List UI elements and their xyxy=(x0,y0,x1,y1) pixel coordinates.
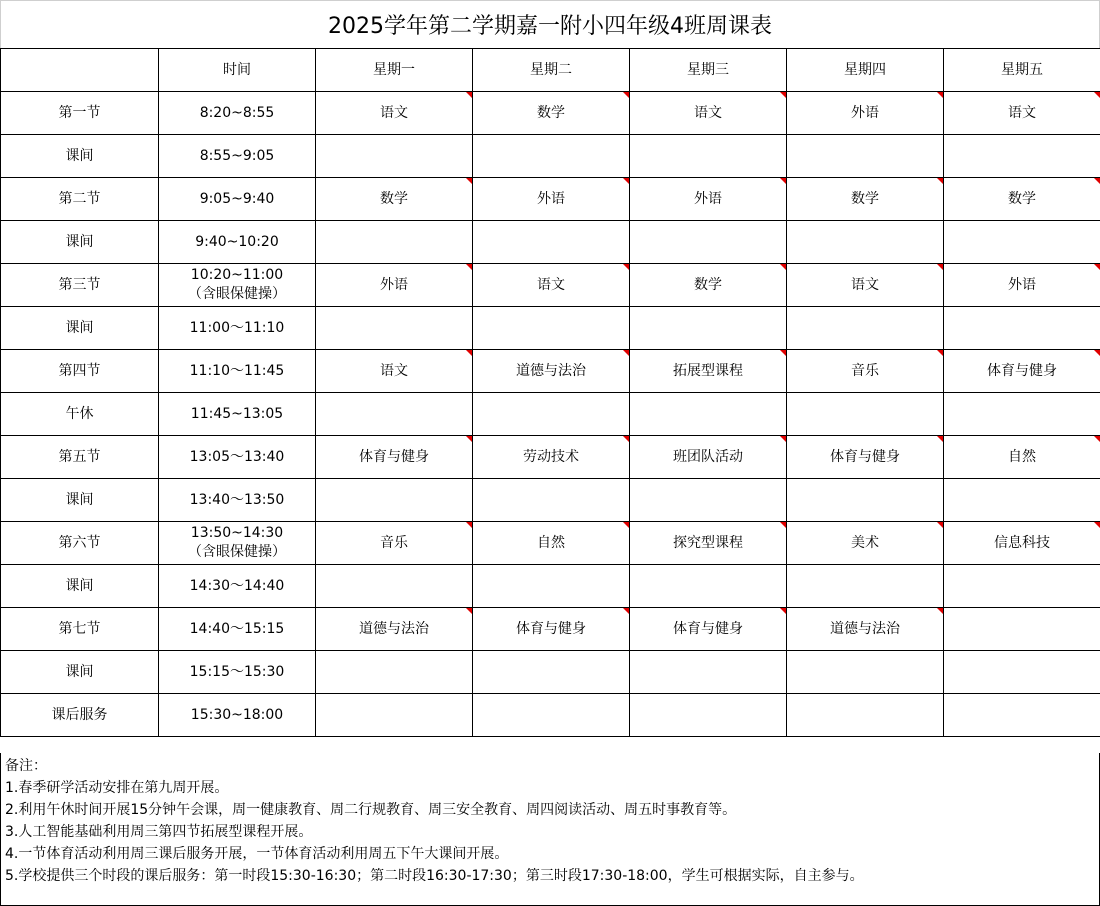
period-time-line: （含眼保健操） xyxy=(188,286,286,302)
subject-cell[interactable] xyxy=(473,479,630,522)
period-label: 第二节 xyxy=(1,178,159,221)
period-label: 第六节 xyxy=(1,522,159,565)
period-label: 课间 xyxy=(1,479,159,522)
day-header: 星期四 xyxy=(787,49,944,92)
subject-cell[interactable] xyxy=(473,221,630,264)
note-line: 1.春季研学活动安排在第九周开展。 xyxy=(5,780,229,796)
subject-cell[interactable] xyxy=(473,694,630,737)
subject-cell[interactable] xyxy=(316,651,473,694)
subject-cell[interactable] xyxy=(630,393,787,436)
subject-cell[interactable]: 体育与健身 xyxy=(630,608,787,651)
period-label: 课间 xyxy=(1,565,159,608)
subject-cell[interactable]: 探究型课程 xyxy=(630,522,787,565)
note-line: 2.利用午休时间开展15分钟午会课，周一健康教育、周二行规教育、周三安全教育、周四阅读活动、周五时事教育等。 xyxy=(5,802,737,818)
subject-cell[interactable] xyxy=(787,221,944,264)
period-time-line: 11:45~13:05 xyxy=(190,405,284,422)
subject-cell[interactable] xyxy=(944,651,1100,694)
corner-cell xyxy=(1,49,159,92)
header-row xyxy=(1,49,1100,92)
period-time xyxy=(159,651,316,694)
table-row xyxy=(1,92,1100,135)
table-row xyxy=(1,651,1100,694)
subject-cell[interactable]: 体育与健身 xyxy=(944,350,1100,393)
period-time xyxy=(159,479,316,522)
subject-cell[interactable]: 道德与法治 xyxy=(787,608,944,651)
note-line: 4.一节体育活动利用周三课后服务开展，一节体育活动利用周五下午大课间开展。 xyxy=(5,846,509,862)
subject-cell[interactable]: 外语 xyxy=(473,178,630,221)
subject-cell[interactable] xyxy=(944,565,1100,608)
subject-cell[interactable] xyxy=(316,307,473,350)
period-time xyxy=(159,522,316,565)
subject-cell[interactable] xyxy=(630,694,787,737)
subject-cell[interactable] xyxy=(944,393,1100,436)
period-time-line: 15:15～15:30 xyxy=(189,663,285,680)
subject-cell[interactable]: 自然 xyxy=(944,436,1100,479)
subject-cell[interactable]: 信息科技 xyxy=(944,522,1100,565)
period-label: 第七节 xyxy=(1,608,159,651)
period-time-line: 8:55~9:05 xyxy=(199,147,275,164)
period-label: 第一节 xyxy=(1,92,159,135)
subject-cell[interactable]: 外语 xyxy=(316,264,473,307)
subject-cell[interactable] xyxy=(630,651,787,694)
notes-heading: 备注： xyxy=(5,758,47,774)
note-line: 5.学校提供三个时段的课后服务：第一时段15:30-16:30；第二时段16:30-17:30；第三时段17:30-18:00，学生可根据实际，自主参与。 xyxy=(5,868,864,884)
subject-cell[interactable]: 语文 xyxy=(944,92,1100,135)
subject-cell[interactable]: 劳动技术 xyxy=(473,436,630,479)
period-time xyxy=(159,264,316,307)
period-label: 课间 xyxy=(1,135,159,178)
subject-cell[interactable] xyxy=(473,135,630,178)
subject-cell[interactable]: 外语 xyxy=(787,92,944,135)
period-time-line: 14:40～15:15 xyxy=(189,620,285,637)
day-header: 星期五 xyxy=(944,49,1100,92)
period-time xyxy=(159,350,316,393)
subject-cell[interactable] xyxy=(630,307,787,350)
subject-cell[interactable] xyxy=(787,307,944,350)
table-row xyxy=(1,436,1100,479)
period-label: 第三节 xyxy=(1,264,159,307)
period-label: 第五节 xyxy=(1,436,159,479)
period-time xyxy=(159,135,316,178)
period-time xyxy=(159,608,316,651)
subject-cell[interactable] xyxy=(316,565,473,608)
period-time xyxy=(159,221,316,264)
subject-cell[interactable]: 数学 xyxy=(630,264,787,307)
subject-cell[interactable] xyxy=(630,565,787,608)
period-time xyxy=(159,436,316,479)
table-row xyxy=(1,565,1100,608)
page-title: 2025学年第二学期嘉一附小四年级4班周课表 xyxy=(0,0,1100,48)
period-time-line: （含眼保健操） xyxy=(188,544,286,560)
table-row xyxy=(1,178,1100,221)
table-row xyxy=(1,479,1100,522)
table-row xyxy=(1,393,1100,436)
timetable xyxy=(0,48,1100,737)
subject-cell[interactable]: 语文 xyxy=(473,264,630,307)
subject-cell[interactable]: 自然 xyxy=(473,522,630,565)
subject-cell[interactable]: 外语 xyxy=(944,264,1100,307)
table-row xyxy=(1,221,1100,264)
subject-cell[interactable] xyxy=(787,393,944,436)
period-label: 午休 xyxy=(1,393,159,436)
timetable-body xyxy=(1,92,1100,737)
period-time-line: 9:40~10:20 xyxy=(195,233,279,250)
period-label: 课间 xyxy=(1,651,159,694)
subject-cell[interactable] xyxy=(630,221,787,264)
period-label: 第四节 xyxy=(1,350,159,393)
subject-cell[interactable] xyxy=(473,393,630,436)
table-row xyxy=(1,608,1100,651)
period-time-line: 10:20~11:00 xyxy=(190,267,284,283)
day-header: 星期一 xyxy=(316,49,473,92)
period-time-line: 14:30～14:40 xyxy=(189,577,285,594)
period-label: 课后服务 xyxy=(1,694,159,737)
period-time xyxy=(159,178,316,221)
subject-cell[interactable]: 语文 xyxy=(787,264,944,307)
period-time-line: 13:50~14:30 xyxy=(190,525,284,541)
period-time-line: 8:20~8:55 xyxy=(199,104,275,121)
subject-cell[interactable]: 外语 xyxy=(630,178,787,221)
subject-cell[interactable]: 道德与法治 xyxy=(316,608,473,651)
subject-cell[interactable]: 美术 xyxy=(787,522,944,565)
table-row xyxy=(1,694,1100,737)
subject-cell[interactable] xyxy=(316,221,473,264)
subject-cell[interactable] xyxy=(944,694,1100,737)
subject-cell[interactable] xyxy=(944,135,1100,178)
table-row xyxy=(1,350,1100,393)
subject-cell[interactable]: 数学 xyxy=(316,178,473,221)
period-label: 课间 xyxy=(1,307,159,350)
day-header: 星期三 xyxy=(630,49,787,92)
table-row xyxy=(1,307,1100,350)
subject-cell[interactable]: 班团队活动 xyxy=(630,436,787,479)
subject-cell[interactable] xyxy=(473,307,630,350)
period-time-line: 15:30~18:00 xyxy=(190,706,284,723)
period-label: 课间 xyxy=(1,221,159,264)
period-time xyxy=(159,694,316,737)
subject-cell[interactable]: 体育与健身 xyxy=(473,608,630,651)
subject-cell[interactable] xyxy=(944,479,1100,522)
subject-cell[interactable] xyxy=(316,135,473,178)
period-time-line: 13:40～13:50 xyxy=(189,491,285,508)
subject-cell[interactable]: 体育与健身 xyxy=(787,436,944,479)
period-time-line: 11:10～11:45 xyxy=(189,362,285,379)
subject-cell[interactable] xyxy=(316,479,473,522)
period-time xyxy=(159,92,316,135)
subject-cell[interactable] xyxy=(944,307,1100,350)
subject-cell[interactable] xyxy=(316,694,473,737)
note-line: 3.人工智能基础利用周三第四节拓展型课程开展。 xyxy=(5,824,313,840)
period-time-line: 9:05~9:40 xyxy=(199,190,275,207)
subject-cell[interactable] xyxy=(473,565,630,608)
subject-cell[interactable]: 数学 xyxy=(944,178,1100,221)
subject-cell[interactable] xyxy=(787,694,944,737)
subject-cell[interactable]: 拓展型课程 xyxy=(630,350,787,393)
time-header: 时间 xyxy=(159,49,316,92)
subject-cell[interactable]: 道德与法治 xyxy=(473,350,630,393)
period-time-line: 13:05～13:40 xyxy=(189,448,285,465)
subject-cell[interactable] xyxy=(944,608,1100,651)
table-row xyxy=(1,135,1100,178)
subject-cell[interactable]: 音乐 xyxy=(787,350,944,393)
table-row xyxy=(1,264,1100,307)
subject-cell[interactable] xyxy=(787,651,944,694)
subject-cell[interactable] xyxy=(630,135,787,178)
period-time xyxy=(159,565,316,608)
subject-cell[interactable] xyxy=(787,479,944,522)
subject-cell[interactable] xyxy=(473,651,630,694)
subject-cell[interactable] xyxy=(787,565,944,608)
table-row xyxy=(1,522,1100,565)
subject-cell[interactable]: 数学 xyxy=(787,178,944,221)
subject-cell[interactable] xyxy=(944,221,1100,264)
subject-cell[interactable]: 语文 xyxy=(316,350,473,393)
subject-cell[interactable]: 数学 xyxy=(473,92,630,135)
subject-cell[interactable]: 语文 xyxy=(316,92,473,135)
subject-cell[interactable]: 体育与健身 xyxy=(316,436,473,479)
subject-cell[interactable]: 音乐 xyxy=(316,522,473,565)
subject-cell[interactable] xyxy=(630,479,787,522)
period-time-line: 11:00～11:10 xyxy=(189,319,285,336)
subject-cell[interactable]: 语文 xyxy=(630,92,787,135)
subject-cell[interactable] xyxy=(316,393,473,436)
day-header: 星期二 xyxy=(473,49,630,92)
period-time xyxy=(159,393,316,436)
notes-section xyxy=(0,753,1100,906)
subject-cell[interactable] xyxy=(787,135,944,178)
period-time xyxy=(159,307,316,350)
